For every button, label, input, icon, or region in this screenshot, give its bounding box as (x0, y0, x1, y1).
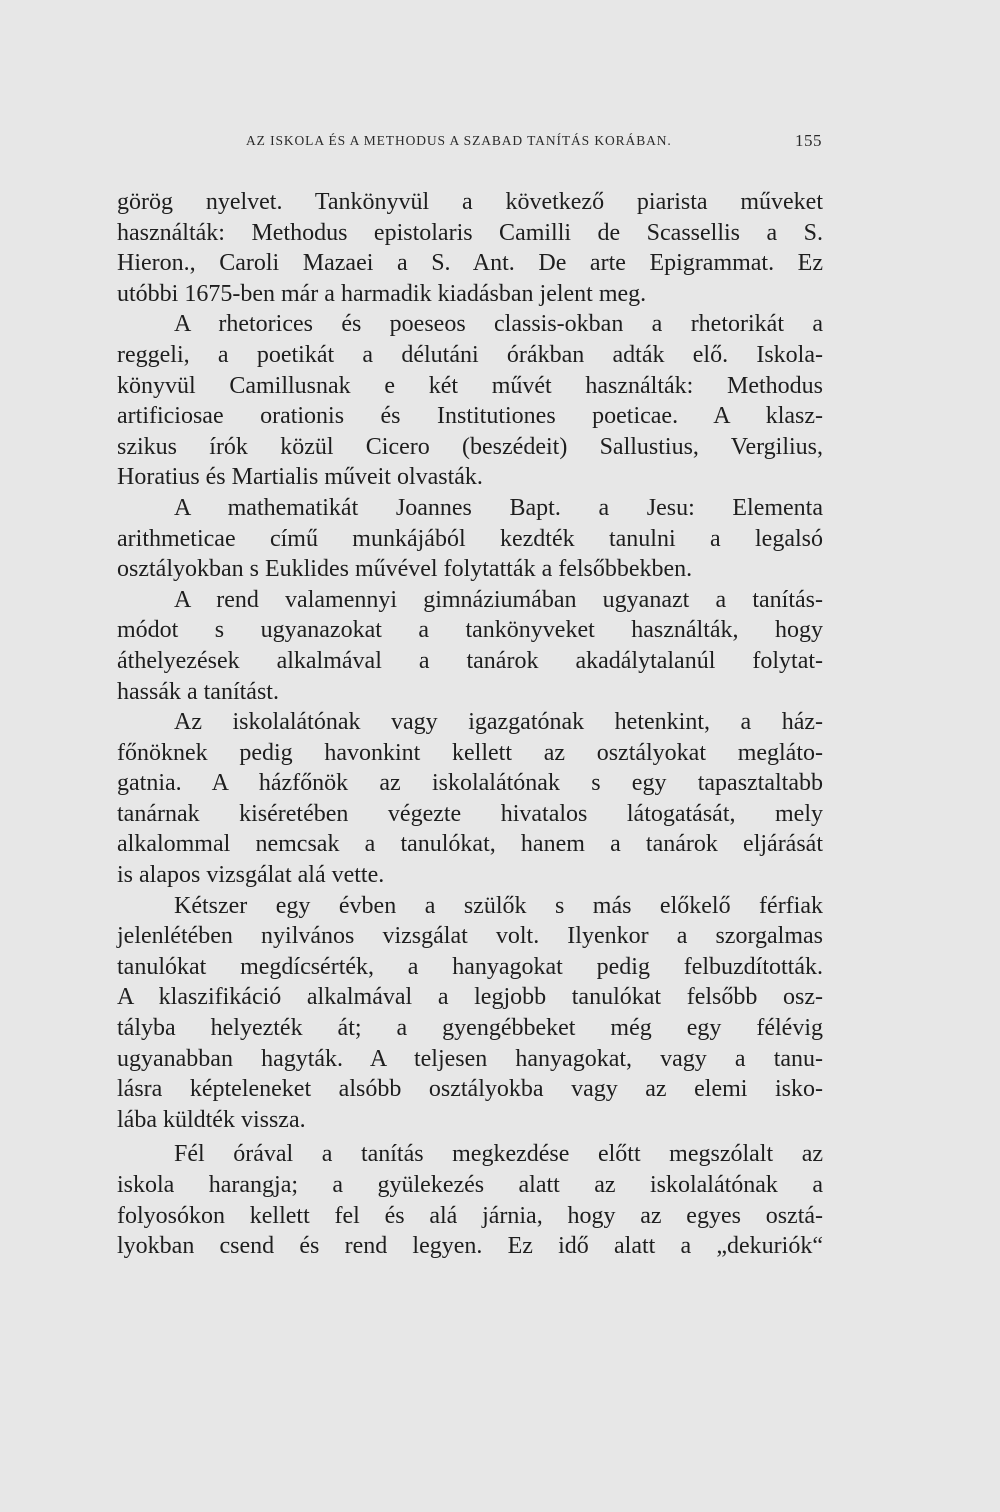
text-line: A rend valamennyi gimnáziumában ugyanazt a tanítás- (174, 586, 823, 613)
running-head-title: AZ ISKOLA ÉS A METHODUS A SZABAD TANÍTÁS KORÁBAN. (246, 133, 672, 148)
text-line: hassák a tanítást. (117, 678, 279, 705)
text-line: Kétszer egy évben a szülők s más előkelő férfiak (174, 892, 823, 919)
text-line: alkalommal nemcsak a tanulókat, hanem a tanárok eljárását (117, 831, 823, 858)
text-line: áthelyezések alkalmával a tanárok akadálytalanúl folytat- (117, 647, 823, 674)
text-line: Horatius és Martialis műveit olvasták. (117, 464, 483, 491)
text-line: folyosókon kellett fel és alá járnia, hogy az egyes osztá- (117, 1202, 823, 1229)
text-line: A rhetorices és poeseos classis-okban a rhetorikát a (174, 311, 823, 338)
text-line: tályba helyezték át; a gyengébbeket még egy félévig (117, 1015, 823, 1042)
paragraph (117, 1139, 823, 1261)
text-line: gatnia. A házfőnök az iskolalátónak s egy tapasztaltabb (117, 770, 823, 797)
text-line: görög nyelvet. Tankönyvül a következő piarista műveket (117, 189, 823, 215)
running-head (246, 133, 826, 153)
paragraph (117, 309, 823, 493)
paragraph (117, 493, 823, 585)
text-line: lába küldték vissza. (117, 1106, 306, 1133)
text-line: módot s ugyanazokat a tankönyveket használták, hogy (117, 617, 823, 644)
text-line: főnöknek pedig havonkint kellett az osztályokat meglátо- (117, 739, 823, 766)
body-text (117, 187, 823, 1262)
text-line: lásra képteleneket alsóbb osztályokba vagy az elemi isko- (117, 1076, 823, 1103)
text-line: használták: Methodus epistolaris Camilli de Scassellis a S. (117, 219, 823, 246)
text-line: ugyanabban hagyták. A teljesen hanyagokat, vagy a tanu- (117, 1045, 823, 1072)
text-line: A mathematikát Joannes Bapt. a Jesu: Elementa (174, 494, 823, 521)
text-line: osztályokban s Euklides művével folytatták a felsőbbekben. (117, 556, 693, 583)
text-line: arithmeticae című munkájából kezdték tanulni a legalsó (117, 525, 823, 552)
text-line: könyvül Camillusnak e két művét használták: Methodus (117, 372, 823, 399)
paragraph (117, 187, 823, 309)
text-line: reggeli, a poetikát a délutáni órákban adták elő. Iskola- (117, 341, 823, 368)
text-line: utóbbi 1675-ben már a harmadik kiadásban jelent meg. (117, 280, 647, 307)
text-line: tanulókat megdícsérték, a hanyagokat pedig felbuzdították. (117, 953, 823, 980)
text-line: Fél órával a tanítás megkezdése előtt megszólalt az (174, 1141, 823, 1168)
paragraph (117, 891, 823, 1136)
page-number: 155 (795, 131, 822, 150)
text-line: szikus írók közül Cicero (beszédeit) Sallustius, Vergilius, (117, 433, 823, 460)
text-line: tanárnak kiséretében végezte hivatalos látogatását, mely (117, 800, 823, 827)
text-line: lyokban csend és rend legyen. Ez idő alatt a „dekuriók“ (117, 1233, 823, 1260)
paragraph (117, 707, 823, 891)
text-line: jelenlétében nyilvános vizsgálat volt. Ilyenkor a szorgalmas (117, 923, 823, 950)
text-line: iskola harangja; a gyülekezés alatt az iskolalátónak a (117, 1172, 823, 1198)
paragraph (117, 585, 823, 707)
text-line: Az iskolalátónak vagy igazgatónak hetenkint, a ház- (174, 709, 823, 736)
text-line: artificiosae orationis és Institutiones poeticae. A klasz- (117, 403, 823, 430)
text-line: Hieron., Caroli Mazaei a S. Ant. De arte Epigrammat. Ez (117, 250, 823, 277)
text-line: A klaszifikáció alkalmával a legjobb tanulókat felsőbb osz- (117, 984, 823, 1011)
text-line: is alapos vizsgálat alá vette. (117, 862, 385, 889)
